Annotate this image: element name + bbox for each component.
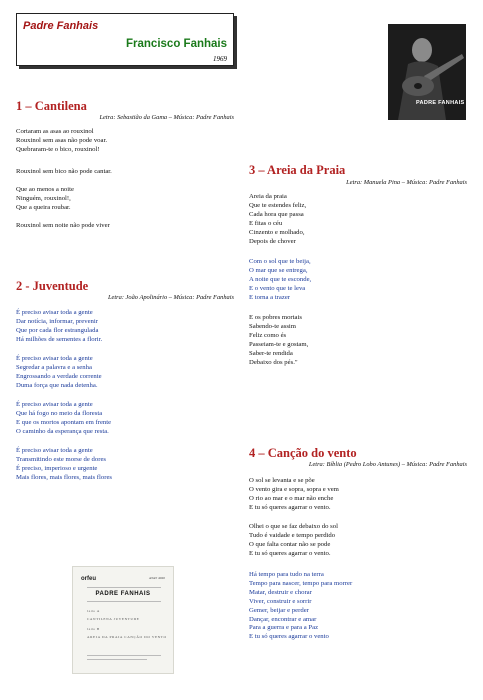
lyric-line: Que há fogo no meio da floresta (16, 409, 103, 417)
lyric-line: Quebraram-te o bico, rouxinol! (16, 145, 100, 153)
lyric-line: Rouxinol sem asas não pode voar. (16, 136, 108, 144)
song-2-credit: Letra: João Apolinário – Música: Padre Fanhais (107, 294, 234, 301)
lyric-line: Olhei o que se faz debaixo do sol (249, 523, 338, 530)
album-back-cover (72, 566, 174, 674)
lyric-line: É preciso avisar toda a gente (16, 309, 93, 316)
lyric-line: Que ao menos a noite (16, 186, 74, 193)
lyric-line: Matar, destruir e chorar (249, 588, 312, 596)
lyric-line: Que por cada flor estrangulada (16, 326, 99, 334)
lyric-line: O mar que se entrega, (249, 266, 308, 274)
song-2-stanza-3 (16, 401, 111, 437)
song-4-title: 4 – Canção do vento (249, 446, 357, 460)
lyric-line: Rouxinol sem bico não pode cantar. (16, 168, 112, 175)
lyric-line: Debaixo dos pés." (249, 358, 298, 366)
lyric-line: Que a queira roubar. (16, 203, 71, 211)
cover-label: PADRE FANHAIS (416, 100, 465, 106)
lyric-line: E os pobres mortais (249, 314, 302, 321)
lyric-line: E torna a trazer (249, 293, 291, 301)
lyric-line: O sol se levanta e se põe (249, 477, 315, 484)
lyric-line: Engrossando a verdade corrente (16, 372, 102, 380)
song-1-stanza-2 (16, 168, 112, 177)
lyric-line: Gemer, beijar e perder (249, 606, 309, 614)
catalog-ref: ATAT 4020 (148, 576, 165, 580)
lyric-line: Transmitindo este morse de dores (16, 455, 107, 463)
lyric-line: Passeiam-te e gostam, (249, 340, 309, 348)
lyric-line: Saber-te rendida (249, 349, 293, 357)
lyric-line: Dançar, encontrar e amar (249, 615, 317, 623)
song-2-stanza-2 (16, 355, 102, 391)
lyric-line: O vento gira e sopra, sopra e vem (249, 485, 339, 493)
lyric-line: E fitas o céu (249, 219, 283, 227)
artist-name: Francisco Fanhais (126, 38, 227, 50)
album-year: 1969 (213, 55, 227, 63)
lyric-line: E que os mortos apontam em frente (16, 418, 112, 426)
divider (87, 601, 161, 602)
lyric-line: Duma força que nada detenha. (16, 381, 98, 389)
lyric-line: A noite que te esconde, (249, 275, 312, 283)
lyric-line: Há tempo para tudo na terra (249, 571, 324, 578)
divider (87, 655, 161, 656)
song-2-title: 2 - Juventude (16, 279, 89, 293)
lyric-line: Dar notícia, informar, prevenir (16, 317, 98, 325)
song-1-title: 1 – Cantilena (16, 99, 87, 113)
song-3-stanza-2 (249, 258, 311, 303)
lyric-line: Para a guerra e para a Paz (249, 624, 319, 632)
lyric-line: Há milhões de sementes a florir. (16, 335, 103, 343)
lyric-line: Sabendo-te assim (249, 322, 296, 330)
divider (87, 659, 147, 660)
lyric-line: Depois de chover (249, 237, 296, 245)
lyric-line: Mais flores, mais flores, mais flores (16, 473, 113, 481)
song-4-stanza-3 (249, 571, 352, 642)
album-title: Padre Fanhais (23, 20, 99, 32)
lyric-line: Com o sol que te beija, (249, 258, 311, 265)
side-b-label: lado B (87, 627, 100, 631)
side-a-label: lado A (87, 609, 100, 613)
lyric-line: Cinzento e molhado, (249, 228, 305, 236)
label-logo: orfeu (81, 576, 96, 582)
song-3-title: 3 – Areia da Praia (249, 163, 346, 177)
lyric-line: E o vento que te leva (249, 284, 306, 292)
song-3-credit: Letra: Manuela Pina – Música: Padre Fanhais (346, 179, 467, 186)
song-3-stanza-3 (249, 314, 308, 367)
song-1-stanza-1 (16, 128, 107, 155)
lyric-line: É preciso avisar toda a gente (16, 401, 93, 408)
lyric-line: Segredar a palavra e a senha (16, 363, 92, 371)
lyric-line: Cortaram as asas ao rouxinol (16, 128, 94, 135)
header-box (16, 13, 234, 66)
lyric-line: É preciso avisar toda a gente (16, 355, 93, 362)
divider (87, 587, 161, 588)
song-3-stanza-1 (249, 193, 306, 246)
lyric-line: É preciso avisar toda a gente (16, 447, 93, 454)
song-1-credit: Letra: Sebastião da Gama – Música: Padre Fanhais (99, 114, 234, 121)
lyric-line: Areia da praia (249, 193, 287, 200)
song-4-credit: Letra: Bíblia (Pedro Lobo Antunes) – Música: Padre Fanhais (308, 461, 467, 468)
lyric-line: E tu só queres agarrar o vento. (249, 549, 331, 557)
song-2-stanza-1 (16, 309, 102, 345)
song-2-stanza-4 (16, 447, 112, 483)
song-4-stanza-1 (249, 477, 339, 513)
lyric-line: E tu só queres agarrar o vento (249, 633, 329, 641)
song-4-stanza-2 (249, 523, 338, 559)
lyric-line: O caminho da esperança que resta. (16, 427, 109, 435)
side-b-tracks: AREIA DA PRAIA CANÇÃO DO VENTO (87, 635, 167, 639)
lyric-line: Viver, construir e sorrir (249, 597, 312, 605)
lyric-line: Ninguém, rouxinol!, (16, 194, 71, 202)
back-cover-name: PADRE FANHAIS (95, 591, 151, 597)
lyric-line: Tempo para nascer, tempo para morrer (249, 579, 353, 587)
lyric-line: O que falta contar não se pode (249, 540, 331, 548)
song-1-stanza-3 (16, 186, 74, 213)
album-cover-photo (388, 24, 466, 120)
lyric-line: Feliz como és (249, 331, 287, 339)
lyric-line: É preciso, imperioso e urgente (16, 464, 98, 472)
lyric-line: O rio ao mar e o mar não enche (249, 494, 334, 502)
lyric-line: E tu só queres agarrar o vento. (249, 503, 331, 511)
lyric-line: Tudo é vaidade e tempo perdido (249, 531, 336, 539)
lyric-line: Cada hora que passa (249, 210, 304, 218)
side-a-tracks: CANTILENA JUVENTUDE (87, 617, 140, 621)
lyric-line: Que te estendes feliz, (249, 201, 307, 209)
lyric-line: Rouxinol sem noite não pode viver (16, 222, 110, 229)
song-1-stanza-4 (16, 222, 110, 231)
